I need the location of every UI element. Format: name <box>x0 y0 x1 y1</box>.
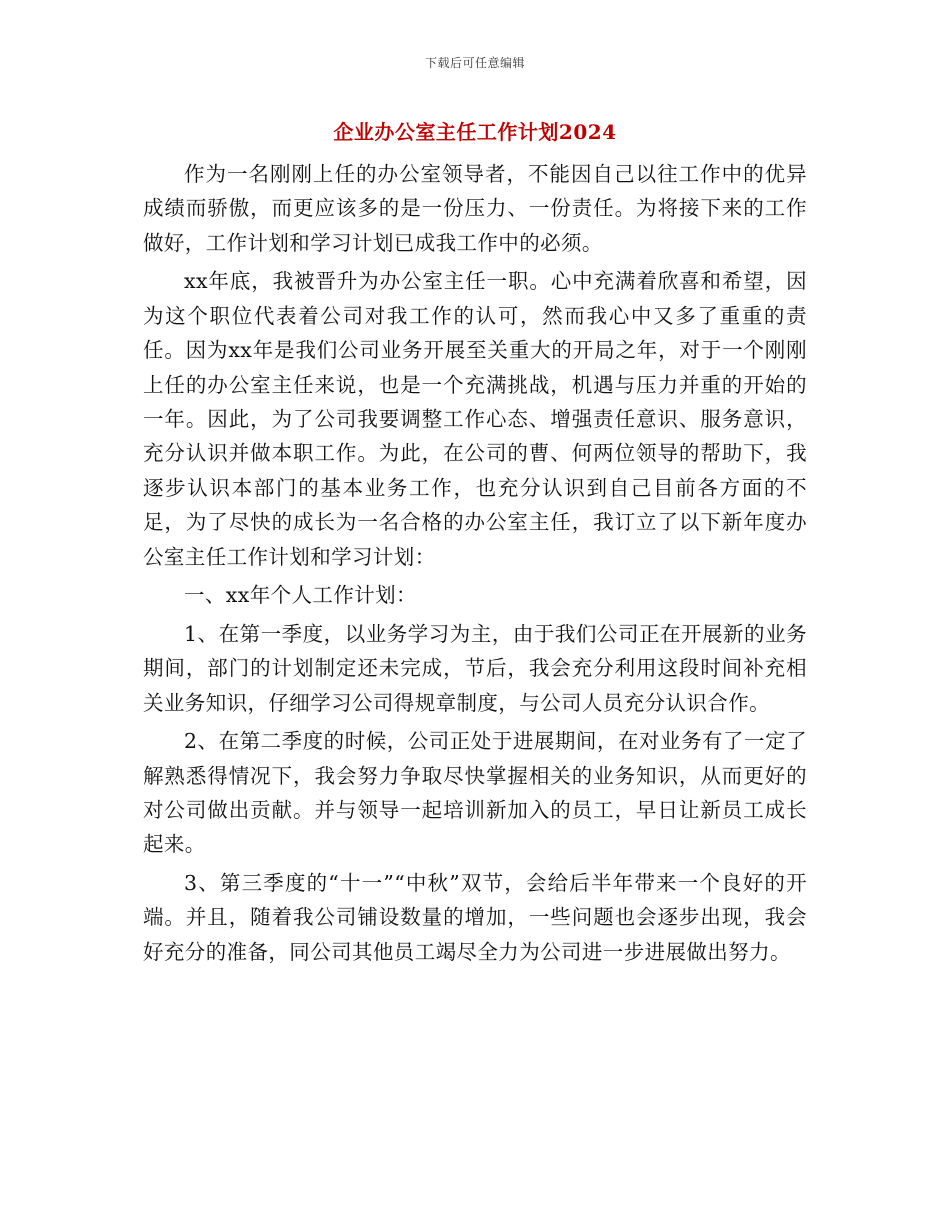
paragraph-q2: 2、在第二季度的时候，公司正处于进展期间，在对业务有了一定了解熟悉得情况下，我会努力争取尽快掌握相关的业务知识，从而更好的对公司做出贡献。并与领导一起培训新加入的员工，早日让新员工成长起来。 <box>143 729 807 857</box>
paragraph-q1: 1、在第一季度，以业务学习为主，由于我们公司正在开展新的业务期间，部门的计划制定还未完成，节后，我会充分利用这段时间补充相关业务知识，仔细学习公司得规章制度，与公司人员充分认识合作。 <box>143 621 807 715</box>
header-note: 下载后可任意编辑 <box>424 56 525 70</box>
paragraph-intro: 作为一名刚刚上任的办公室领导者，不能因自己以往工作中的优异成绩而骄傲，而更应该多的是一份压力、一份责任。为将接下来的工作做好，工作计划和学习计划已成我工作中的必须。 <box>143 162 807 255</box>
document-title: 企业办公室主任工作计划2024 <box>333 120 617 144</box>
paragraph-q3: 3、第三季度的“十一”“中秋”双节，会给后半年带来一个良好的开端。并且，随着我公司铺设数量的增加，一些问题也会逐步出现，我会好充分的准备，同公司其他员工竭尽全力为公司进一步进展做出努力。 <box>143 871 807 964</box>
paragraph-background: xx年底，我被晋升为办公室主任一职。心中充满着欣喜和希望，因为这个职位代表着公司对我工作的认可，然而我心中又多了重重的责任。因为xx年是我们公司业务开展至关重大的开局之年，对于一个刚刚上任的办公室主任来说，也是一个充满挑战，机遇与压力并重的开始的一年。因此，为了公司我要调整工作心态、增强责任意识、服务意识，充分认识并做本职工作。为此，在公司的曹、何两位领导的帮助下，我逐步认识本部门的基本业务工作，也充分认识到自己目前各方面的不足，为了尽快的成长为一名合格的办公室主任，我订立了以下新年度办公室主任工作计划和学习计划： <box>143 269 807 569</box>
section-heading: 一、xx年个人工作计划： <box>184 583 417 608</box>
document-body <box>143 157 807 973</box>
